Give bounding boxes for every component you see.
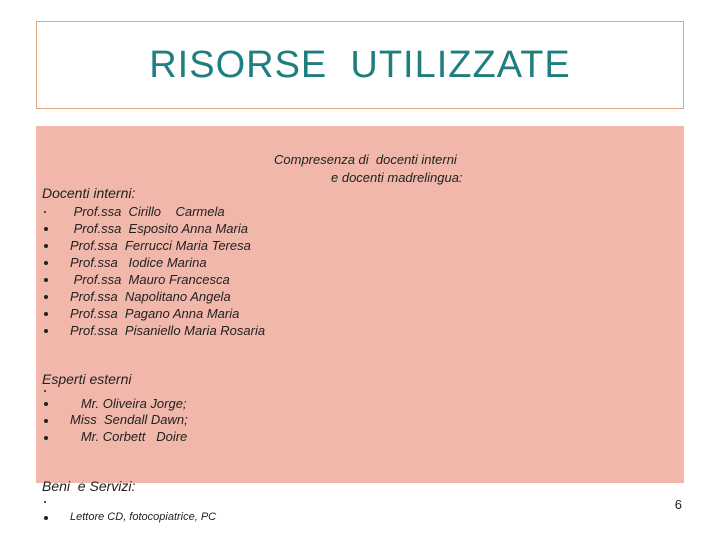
compresenza-line-1: Compresenza di docenti interni: [274, 152, 457, 167]
esperto-item-1: Mr. Oliveira Jorge;: [70, 396, 187, 411]
page-number: 6: [674, 497, 682, 512]
bullet-point: [44, 390, 46, 392]
docente-item-8: Prof.ssa Pisaniello Maria Rosaria: [70, 323, 266, 338]
bullet-point: [44, 278, 48, 282]
bullet-point: [44, 244, 48, 248]
bullet-point: [44, 261, 48, 265]
esperto-item-3: Mr. Corbett Doire: [70, 429, 188, 444]
docente-item-6: Prof.ssa Napolitano Angela: [70, 289, 231, 304]
bullet-point: [44, 436, 48, 440]
bullet-point: [44, 402, 48, 406]
esperto-item-2: Miss Sendall Dawn;: [70, 412, 188, 427]
docente-item-5: Prof.ssa Mauro Francesca: [70, 272, 230, 287]
docente-item-1: Prof.ssa Cirillo Carmela: [70, 204, 225, 219]
compresenza-line-2: e docenti madrelingua:: [331, 170, 463, 185]
docente-item-4: Prof.ssa Iodice Marina: [70, 255, 207, 270]
bullet-point: [44, 419, 48, 423]
beni-servizi-heading: Beni e Servizi:: [42, 478, 136, 494]
bullet-point: [44, 329, 48, 333]
docente-item-2: Prof.ssa Esposito Anna Maria: [70, 221, 248, 236]
docente-item-3: Prof.ssa Ferrucci Maria Teresa: [70, 238, 251, 253]
bullet-point: [44, 295, 48, 299]
bullet-point: [44, 312, 48, 316]
docente-item-7: Prof.ssa Pagano Anna Maria: [70, 306, 240, 321]
bullet-point: [44, 211, 46, 213]
title-box: [36, 21, 684, 109]
bullet-point: [44, 516, 48, 520]
bullet-point: [44, 501, 46, 503]
slide-title: RISORSE UTILIZZATE: [149, 43, 571, 86]
esperti-esterni-heading: Esperti esterni: [42, 371, 132, 387]
bullet-point: [44, 227, 48, 231]
beni-item-1: Lettore CD, fotocopiatrice, PC: [70, 511, 217, 523]
docenti-interni-heading: Docenti interni:: [42, 185, 136, 201]
